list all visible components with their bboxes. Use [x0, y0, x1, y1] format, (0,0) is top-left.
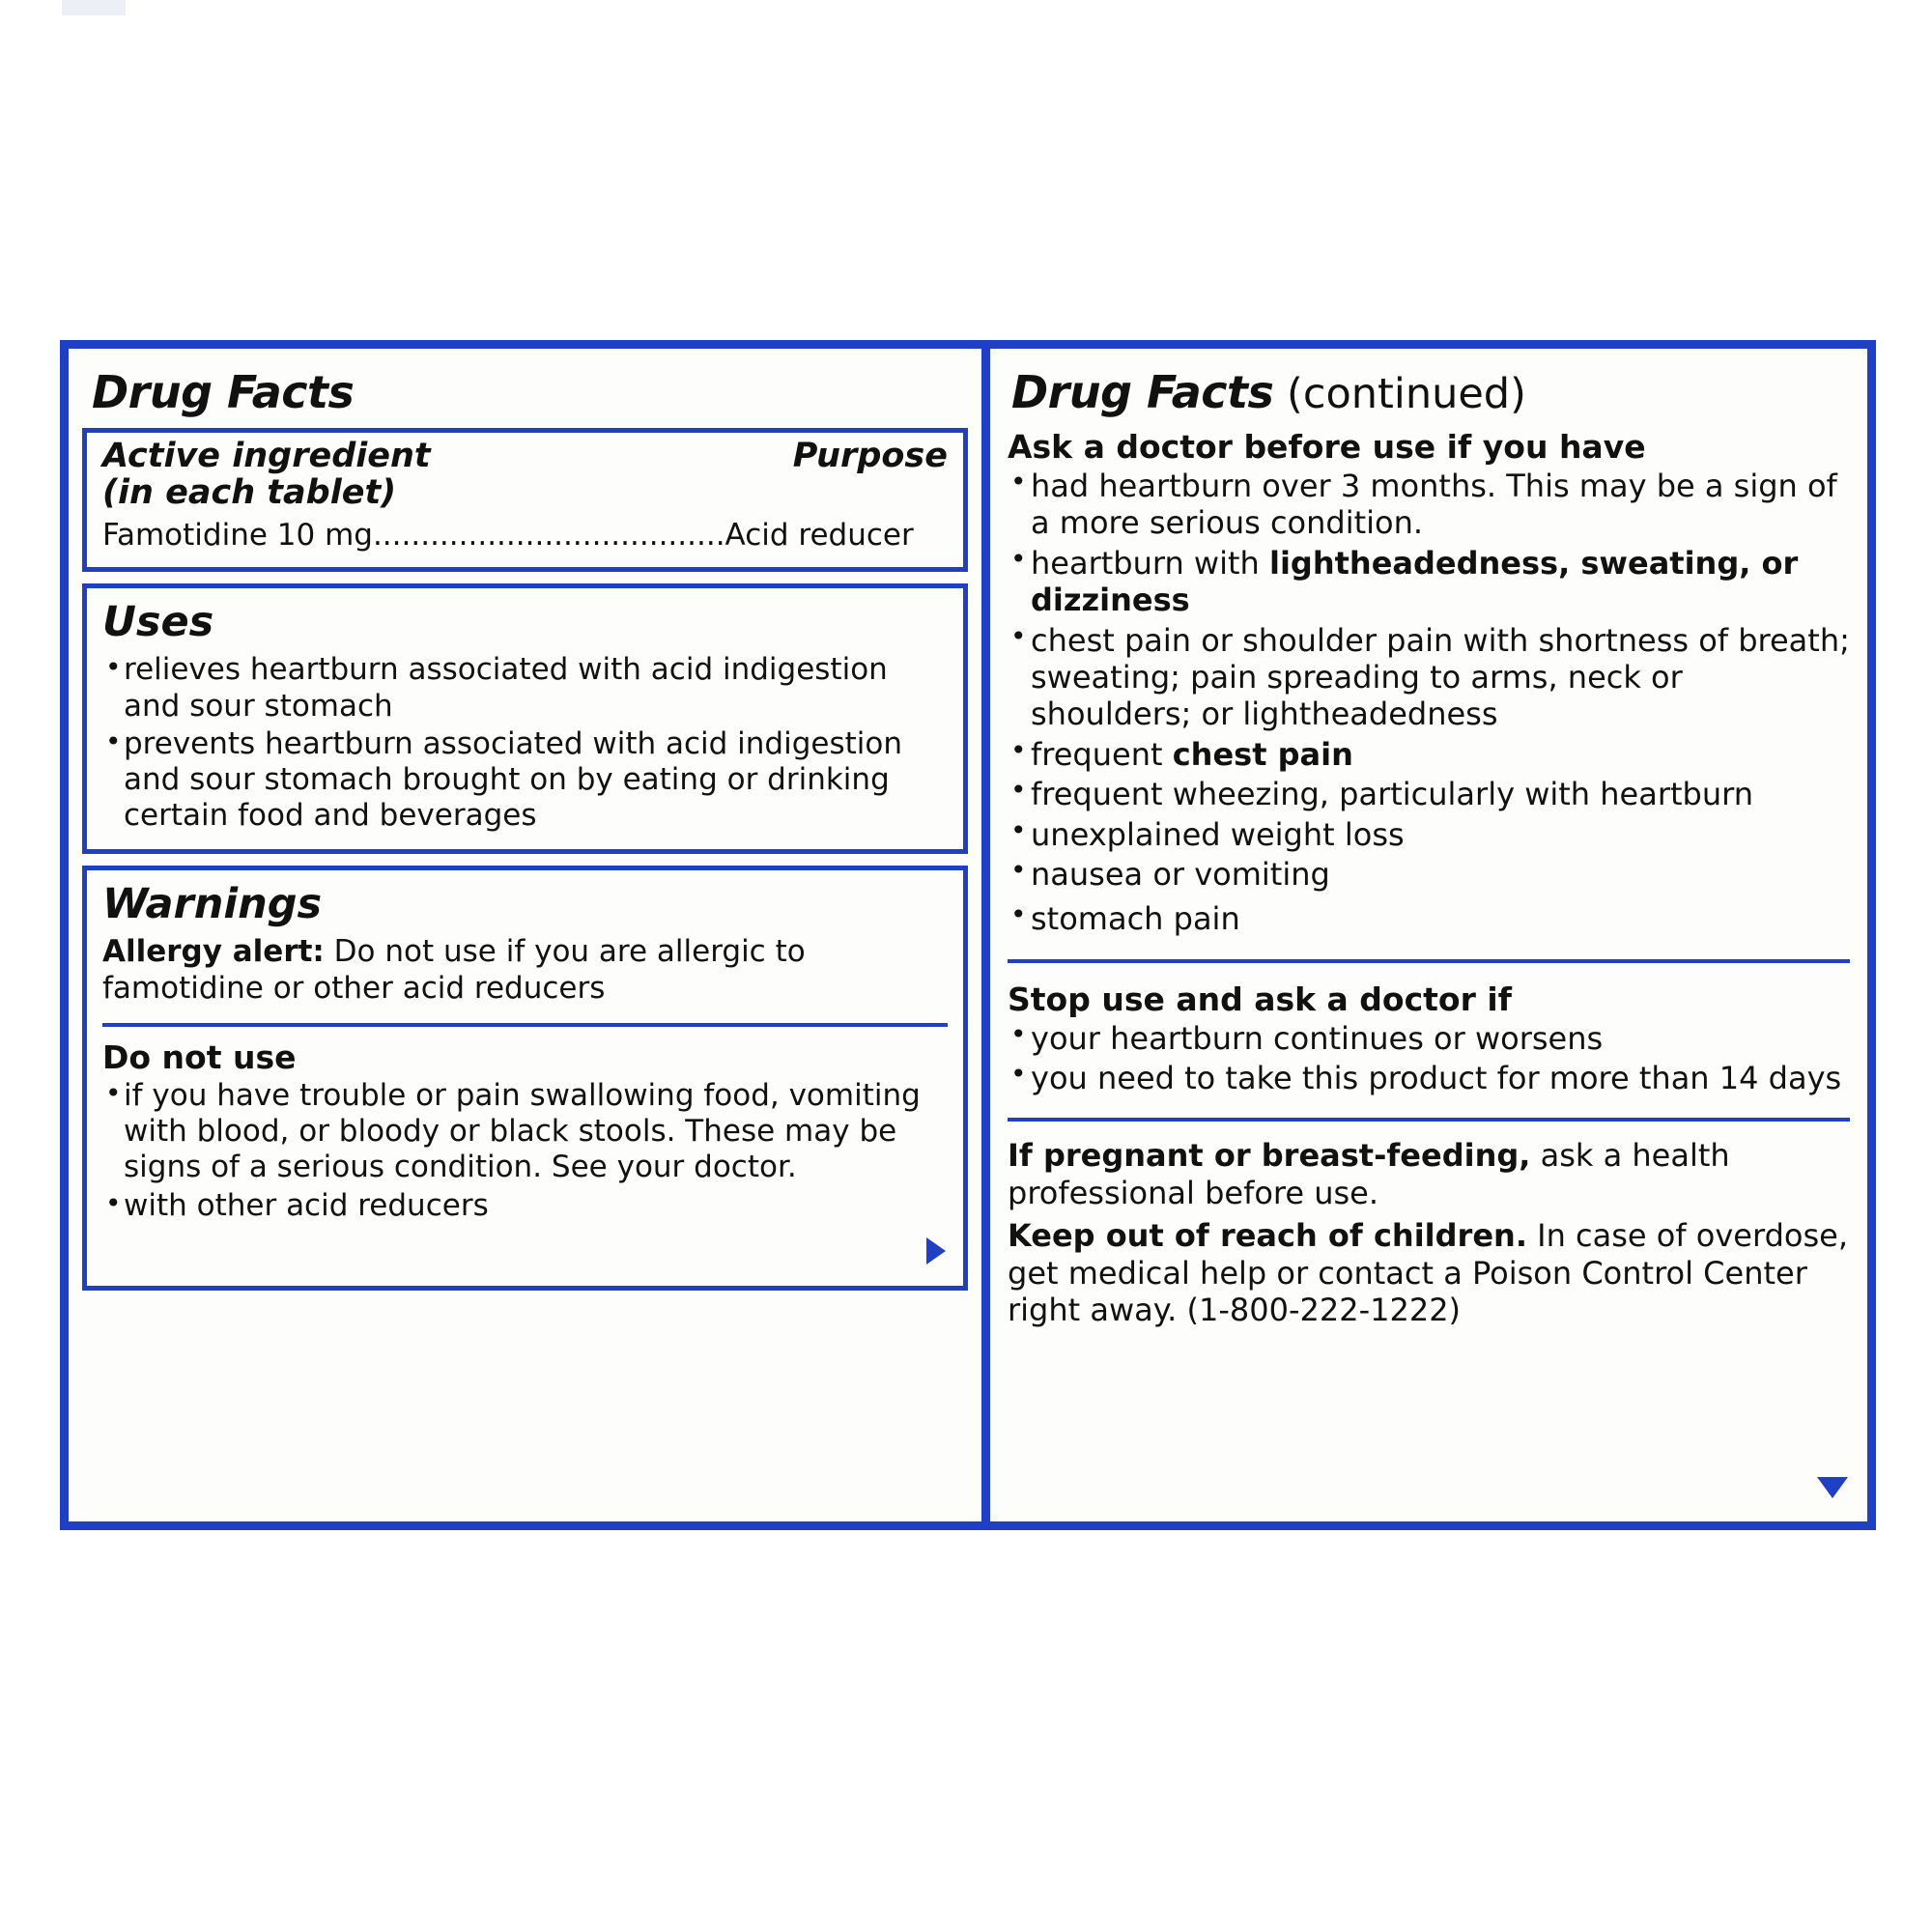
- pregnant-note-text: ask a health professional before use.: [1008, 1137, 1730, 1211]
- allergy-alert: [102, 934, 948, 1008]
- list-item: • prevents heartburn associated with acid indigestion and sour stomach brought on by eating or drinking certain food and beverages: [102, 726, 948, 835]
- right-divider-2: [1008, 1118, 1850, 1122]
- list-item: • you need to take this product for more than 14 days: [1008, 1060, 1850, 1096]
- stop-use-heading: Stop use and ask a doctor if: [1008, 980, 1513, 1018]
- scan-artifact: [62, 0, 126, 15]
- page-title-continued-suffix: (continued): [1273, 370, 1526, 418]
- list-item: • relieves heartburn associated with acid indigestion and sour stomach: [102, 652, 948, 724]
- list-item: [1008, 816, 1850, 853]
- triangle-down-icon: [1817, 1477, 1848, 1498]
- drug-facts-title-block: [82, 366, 968, 418]
- allergy-alert-text: Do not use if you are allergic to famotidine or other acid reducers: [102, 934, 806, 1007]
- pregnant-note: [1008, 1137, 1850, 1211]
- children-note-label: Keep out of reach of children.: [1008, 1217, 1527, 1255]
- active-ingredient-header-row: [102, 439, 948, 512]
- list-item: [1008, 468, 1850, 542]
- drug-facts-panel: [60, 340, 1876, 1530]
- list-item: [1008, 622, 1850, 733]
- uses-box: [82, 583, 968, 854]
- list-item-text: stomach pain: [1031, 900, 1240, 938]
- children-note-text: In case of overdose, get medical help or contact a Poison Control Center right away. (1-800-222-1222): [1008, 1217, 1848, 1329]
- list-item: [1008, 545, 1850, 619]
- list-item-text: frequent: [1031, 735, 1173, 773]
- page-title-continued: [1011, 366, 1850, 418]
- warnings-box: [82, 866, 968, 1291]
- list-item-text: unexplained weight loss: [1031, 815, 1405, 853]
- warnings-divider: [102, 1023, 948, 1027]
- allergy-alert-label: Allergy alert:: [102, 934, 325, 970]
- list-item: • your heartburn continues or worsens: [1008, 1020, 1850, 1057]
- page-title-continued-main: Drug Facts: [1011, 366, 1274, 418]
- active-ingredient-box: [82, 428, 968, 572]
- triangle-right-icon: [926, 1237, 946, 1264]
- list-item: [1008, 856, 1850, 893]
- list-item: [1008, 736, 1850, 773]
- uses-heading: Uses: [102, 598, 214, 647]
- uses-list: [102, 652, 948, 834]
- active-ingredient-heading-line2: (in each tablet): [102, 472, 397, 512]
- right-divider-1: [1008, 959, 1850, 963]
- purpose-heading: Purpose: [792, 437, 948, 475]
- list-item: [1008, 900, 1850, 937]
- stop-use-list: [1008, 1020, 1850, 1097]
- list-item-text: heartburn with: [1031, 544, 1269, 582]
- do-not-use-heading: Do not use: [102, 1037, 297, 1076]
- list-item: • if you have trouble or pain swallowing food, vomiting with blood, or bloody or black stools. These may be signs of a serious condition. See your doctor.: [102, 1078, 948, 1186]
- ask-doctor-list: [1008, 468, 1850, 938]
- active-ingredient-row: Famotidine 10 mg.....................................Acid reducer: [102, 517, 914, 553]
- list-item-bold: lightheadedness, sweating, or dizziness: [1031, 544, 1799, 619]
- active-ingredient-heading-line1: Active ingredient: [102, 437, 431, 475]
- list-item-text: chest pain or shoulder pain with shortness of breath; sweating; pain spreading to arms, neck or shoulders; or lightheadedness: [1031, 621, 1850, 733]
- ask-doctor-heading: Ask a doctor before use if you have: [1008, 428, 1646, 466]
- list-item-bold: chest pain: [1172, 735, 1353, 773]
- list-item: [1008, 776, 1850, 812]
- page-title: Drug Facts: [92, 366, 355, 418]
- list-item: • with other acid reducers: [102, 1188, 948, 1224]
- active-ingredient-heading: [102, 439, 431, 512]
- warnings-heading: Warnings: [102, 880, 323, 929]
- right-column: [981, 349, 1867, 1521]
- list-item-text: had heartburn over 3 months. This may be a sign of a more serious condition.: [1031, 468, 1837, 542]
- do-not-use-list: [102, 1078, 948, 1224]
- pregnant-note-label: If pregnant or breast-feeding,: [1008, 1137, 1531, 1175]
- children-note: [1008, 1217, 1850, 1328]
- list-item-text: nausea or vomiting: [1031, 855, 1330, 893]
- left-column: [69, 349, 981, 1521]
- list-item-text: frequent wheezing, particularly with heartburn: [1031, 776, 1753, 813]
